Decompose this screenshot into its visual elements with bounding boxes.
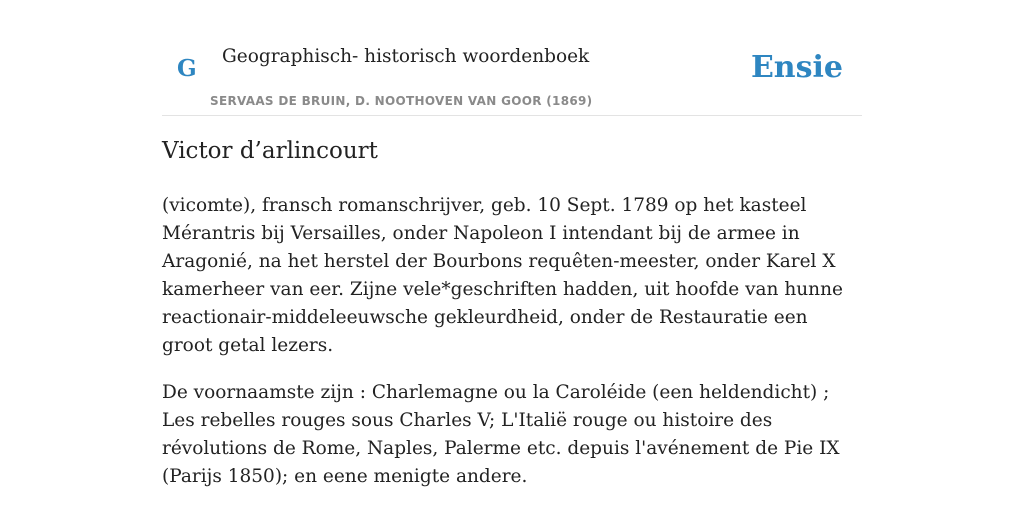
header [162,40,862,116]
dictionary-authors: SERVAAS DE BRUIN, D. NOOTHOVEN VAN GOOR (1869) [210,94,593,108]
dictionary-title[interactable]: Geographisch- historisch woordenboek [222,46,590,67]
entry-title: Victor d’arlincourt [162,138,378,164]
entry-paragraph: (vicomte), fransch romanschrijver, geb. 10 Sept. 1789 op het kasteel Mérantris bij Versailles, onder Napoleon I intendant bij de armee in Aragonié, na het herstel der Bourbons requêten-meester, onder Karel X kamerheer van eer. Zijne vele*geschriften hadden, uit hoofde van hunne reactionair-middeleeuwsche gekleurdheid, onder de Restauratie een groot getal lezers. [162,195,843,356]
entry-paragraph: De voornaamste zijn : Charlemagne ou la Caroléide (een heldendicht) ; Les rebelles rouges sous Charles V; L'Italië rouge ou histoire des révolutions de Rome, Naples, Palerme etc. depuis l'avénement de Pie IX (Parijs 1850); en eene menigte andere. [162,382,840,487]
ensie-logo-link[interactable]: Ensie [750,50,843,85]
dictionary-logo[interactable]: G [177,55,197,82]
entry-content [162,192,862,510]
